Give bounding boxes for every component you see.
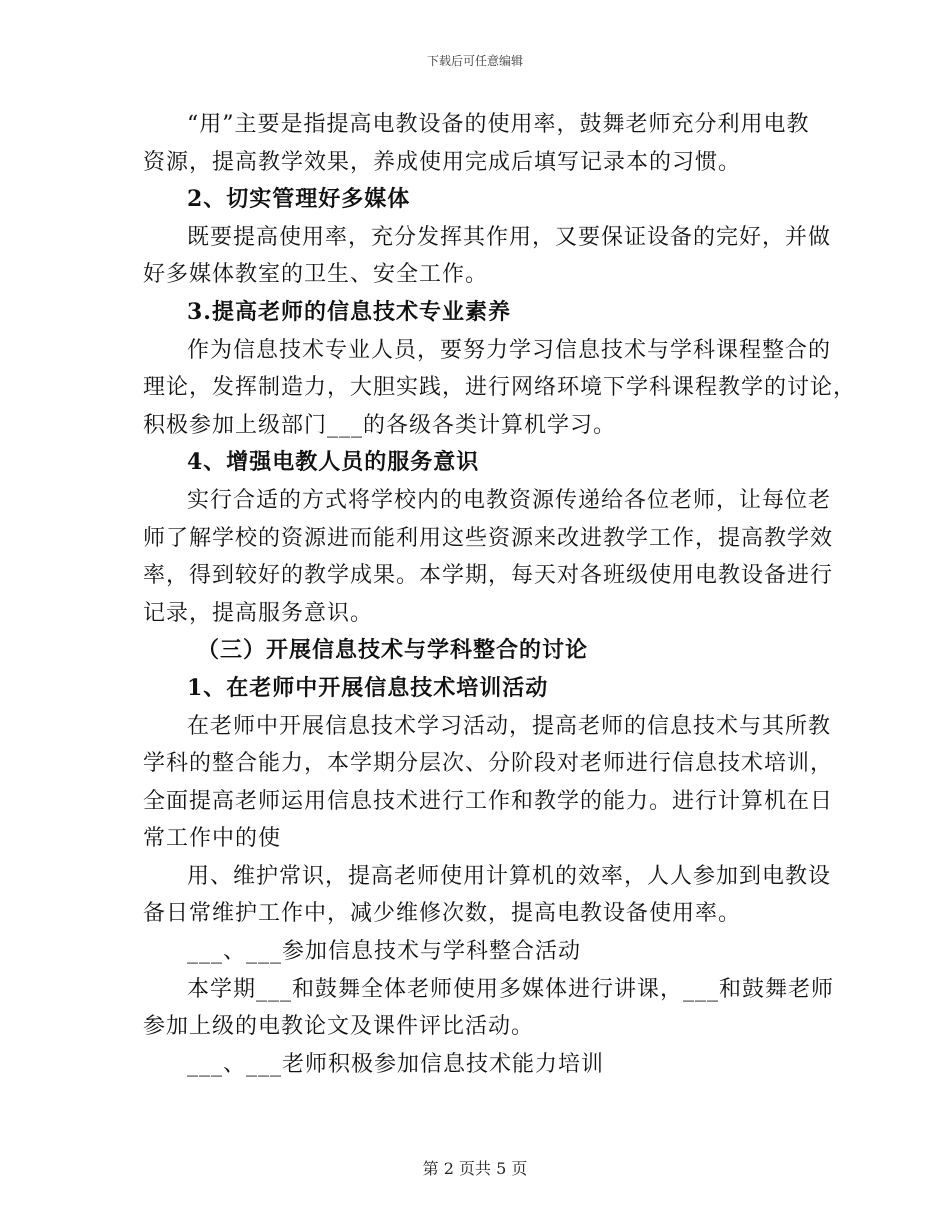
paragraph-line: 本学期___和鼓舞全体老师使用多媒体进行讲课，___和鼓舞老师 [187,976,835,1002]
paragraph-line: 好多媒体教室的卫生、安全工作。 [143,262,489,288]
section-heading: 3.提高老师的信息技术专业素养 [187,298,511,325]
paragraph-line: 备日常维护工作中，减少维修次数，提高电教设备使用率。 [143,901,742,927]
paragraph-line: ___、___参加信息技术与学科整合活动 [187,939,582,965]
paragraph-line: 在老师中开展信息技术学习活动，提高老师的信息技术与其所教 [187,713,832,739]
subsection-heading: （三）开展信息技术与学科整合的讨论 [197,637,589,664]
paragraph-line: 全面提高老师运用信息技术进行工作和教学的能力。进行计算机在日 [143,788,834,814]
paragraph-line: 学科的整合能力，本学期分层次、分阶段对老师进行信息技术培训， [143,751,834,777]
paragraph-line: 参加上级的电教论文及课件评比活动。 [143,1014,535,1040]
paragraph-line: 作为信息技术专业人员，要努力学习信息技术与学科课程整合的 [187,337,832,363]
paragraph-line: 资源，提高教学效果，养成使用完成后填写记录本的习惯。 [143,149,742,175]
paragraph-line: 理论，发挥制造力，大胆实践，进行网络环境下学科课程教学的讨论， [143,375,857,401]
section-heading: 1、在老师中开展信息技术培训活动 [187,674,549,701]
paragraph-line: 率，得到较好的教学成果。本学期，每天对各班级使用电教设备进行 [143,563,834,589]
section-heading: 4、增强电教人员的服务意识 [187,449,480,476]
paragraph-line: ___、___老师积极参加信息技术能力培训 [187,1051,605,1077]
page-footer: 第 2 页共 5 页 [422,1159,528,1178]
paragraph-line: 既要提高使用率，充分发挥其作用，又要保证设备的完好，并做 [187,224,832,250]
document-body [143,106,857,1083]
paragraph-line: 常工作中的使 [143,826,282,852]
page-header: 下载后可任意编辑 [426,54,523,68]
paragraph-line: 实行合适的方式将学校内的电教资源传递给各位老师，让每位老 [187,487,832,513]
paragraph-line: 师了解学校的资源进而能利用这些资源来改进教学工作，提高教学效 [143,525,834,551]
paragraph-line: “用”主要是指提高电教设备的使用率，鼓舞老师充分利用电教 [187,112,810,137]
paragraph-line: 用、维护常识，提高老师使用计算机的效率，人人参加到电教设 [187,863,832,889]
paragraph-line: 记录，提高服务意识。 [143,600,374,626]
paragraph-line: 积极参加上级部门___的各级各类计算机学习。 [143,412,617,438]
section-heading: 2、切实管理好多媒体 [187,186,411,213]
